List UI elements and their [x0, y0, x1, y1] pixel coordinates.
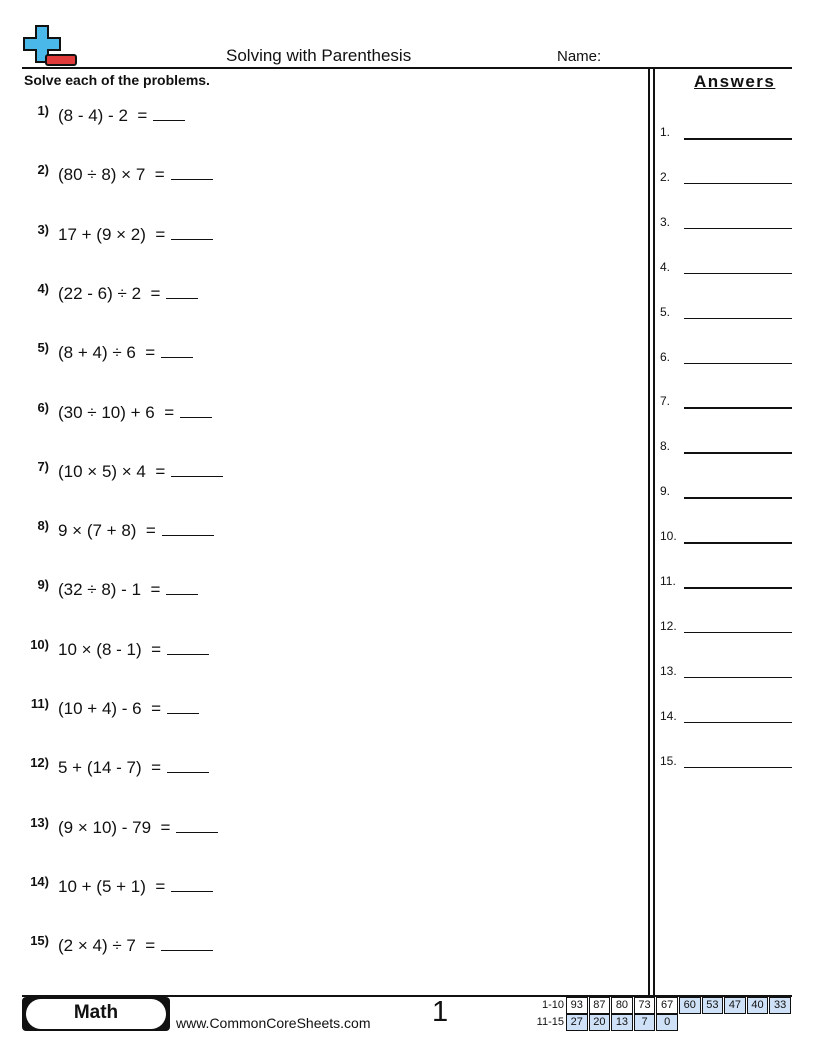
answer-line-15[interactable] — [660, 754, 792, 770]
problem-number: 14) — [30, 873, 49, 889]
answer-line-3[interactable] — [660, 215, 792, 231]
problem-expression — [58, 935, 213, 956]
logo-icon — [22, 24, 80, 68]
score-cell: 87 — [589, 997, 611, 1014]
answer-underline[interactable] — [684, 318, 792, 320]
score-cell: 80 — [611, 997, 633, 1014]
problem-expression — [58, 402, 212, 423]
problem-expression — [58, 283, 198, 304]
problem-expression — [58, 105, 185, 126]
expression-text: 9 × (7 + 8) = — [58, 521, 156, 541]
answer-label: 10. — [660, 529, 677, 544]
score-cell: 93 — [566, 997, 588, 1014]
problem-expression — [58, 224, 213, 245]
problem-number: 3) — [37, 221, 49, 237]
answer-underline[interactable] — [684, 228, 792, 230]
answer-underline[interactable] — [684, 273, 792, 275]
problem-expression — [58, 817, 218, 838]
answer-underline[interactable] — [684, 183, 792, 185]
answer-line-14[interactable] — [660, 709, 792, 725]
answer-line-2[interactable] — [660, 170, 792, 186]
answer-line-11[interactable] — [660, 574, 792, 590]
answer-line-12[interactable] — [660, 619, 792, 635]
answer-line-8[interactable] — [660, 439, 792, 455]
answer-underline[interactable] — [684, 452, 792, 454]
score-cell: 13 — [611, 1014, 633, 1031]
answer-blank[interactable] — [180, 402, 212, 418]
answer-blank[interactable] — [171, 224, 213, 240]
answer-blank[interactable] — [171, 876, 213, 892]
answer-blank[interactable] — [153, 105, 185, 121]
problem-number: 13) — [30, 814, 49, 830]
expression-text: 10 × (8 - 1) = — [58, 639, 161, 659]
expression-text: 17 + (9 × 2) = — [58, 224, 166, 244]
answer-blank[interactable] — [171, 461, 223, 477]
column-divider — [653, 68, 655, 996]
expression-text: (10 + 4) - 6 = — [58, 699, 161, 718]
answer-underline[interactable] — [684, 363, 792, 365]
answer-blank[interactable] — [167, 757, 209, 773]
answer-blank[interactable] — [167, 639, 209, 655]
site-url[interactable]: www.CommonCoreSheets.com — [176, 1015, 371, 1031]
answer-blank[interactable] — [161, 342, 193, 358]
answer-blank[interactable] — [167, 698, 199, 714]
score-cell: 53 — [702, 997, 724, 1014]
answer-underline[interactable] — [684, 722, 792, 724]
score-cell: 33 — [769, 997, 791, 1014]
answer-blank[interactable] — [166, 283, 198, 299]
answer-line-4[interactable] — [660, 260, 792, 276]
problem-number: 6) — [37, 399, 49, 415]
expression-text: (10 × 5) × 4 = — [58, 461, 166, 481]
problem-expression — [58, 876, 213, 897]
score-cell: 40 — [747, 997, 769, 1014]
answer-underline[interactable] — [684, 677, 792, 679]
problem-expression — [58, 639, 209, 660]
problem-number: 9) — [37, 577, 49, 593]
problem-number: 11) — [30, 696, 49, 711]
answer-blank[interactable] — [176, 817, 218, 833]
answer-label: 9. — [660, 484, 671, 499]
answer-line-13[interactable] — [660, 664, 792, 680]
problem-number: 2) — [37, 162, 49, 178]
answer-line-9[interactable] — [660, 484, 792, 500]
problem-number: 4) — [37, 280, 49, 296]
problem-expression — [58, 579, 198, 600]
answer-blank[interactable] — [166, 579, 198, 595]
problem-number: 15) — [30, 933, 49, 949]
answer-line-1[interactable] — [660, 125, 792, 141]
expression-text: 5 + (14 - 7) = — [58, 758, 161, 778]
column-divider — [648, 68, 650, 996]
answer-line-5[interactable] — [660, 305, 792, 321]
page-number: 1 — [432, 996, 449, 1028]
answer-line-6[interactable] — [660, 350, 792, 366]
answer-underline[interactable] — [684, 138, 792, 140]
worksheet-title: Solving with Parenthesis — [226, 46, 412, 65]
answer-underline[interactable] — [684, 497, 792, 499]
problem-expression — [58, 461, 223, 482]
answer-blank[interactable] — [171, 164, 213, 180]
answer-line-7[interactable] — [660, 394, 792, 410]
instructions: Solve each of the problems. — [24, 72, 210, 88]
answer-label: 6. — [660, 349, 671, 364]
answer-underline[interactable] — [684, 587, 792, 589]
expression-text: 10 + (5 + 1) = — [58, 876, 166, 896]
answer-label: 15. — [660, 753, 677, 768]
score-cell: 60 — [679, 997, 701, 1014]
expression-text: (22 - 6) ÷ 2 = — [58, 283, 161, 303]
expression-text: (8 + 4) ÷ 6 = — [58, 343, 156, 363]
answers-title: Answers — [694, 72, 776, 91]
answer-underline[interactable] — [684, 632, 792, 634]
score-cell: 73 — [634, 997, 656, 1014]
name-label: Name: — [557, 48, 602, 65]
answer-line-10[interactable] — [660, 529, 792, 545]
problem-number: 8) — [37, 518, 49, 534]
answer-label: 8. — [660, 439, 671, 454]
problem-expression — [58, 757, 209, 778]
answer-label: 5. — [660, 304, 671, 319]
score-cell: 67 — [656, 997, 678, 1014]
answer-label: 11. — [660, 574, 676, 588]
score-row-label: 1-10 — [541, 999, 564, 1011]
expression-text: (8 - 4) - 2 = — [58, 106, 148, 125]
expression-text: (80 ÷ 8) × 7 = — [58, 165, 165, 185]
problem-expression — [58, 698, 199, 719]
answer-label: 1. — [660, 125, 671, 139]
answer-label: 14. — [660, 708, 677, 723]
answer-underline[interactable] — [684, 407, 792, 409]
score-cell: 7 — [634, 1014, 656, 1031]
answer-label: 12. — [660, 618, 677, 633]
score-cell: 0 — [656, 1014, 678, 1031]
problem-expression — [58, 520, 214, 541]
problem-number: 7) — [37, 458, 49, 474]
problem-expression — [58, 164, 213, 185]
top-rule — [22, 67, 792, 69]
expression-text: (9 × 10) - 79 = — [58, 817, 171, 837]
answer-label: 4. — [660, 259, 671, 274]
expression-text: (2 × 4) ÷ 7 = — [58, 936, 156, 956]
problem-number: 1) — [37, 103, 49, 118]
problem-number: 5) — [37, 340, 49, 356]
expression-text: (30 ÷ 10) + 6 = — [58, 402, 175, 422]
answer-label: 2. — [660, 169, 671, 184]
score-cell: 27 — [566, 1014, 588, 1031]
answer-blank[interactable] — [161, 935, 213, 951]
answer-label: 13. — [660, 663, 677, 678]
answer-label: 3. — [660, 214, 671, 229]
expression-text: (32 ÷ 8) - 1 = — [58, 580, 161, 600]
score-cell: 47 — [724, 997, 746, 1014]
answer-label: 7. — [660, 394, 671, 409]
subject-badge — [22, 997, 170, 1031]
problem-number: 12) — [30, 755, 49, 771]
problem-number: 10) — [30, 636, 49, 652]
score-row-label: 11-15 — [536, 1016, 564, 1028]
answer-blank[interactable] — [162, 520, 214, 536]
answer-underline[interactable] — [684, 767, 792, 769]
answer-underline[interactable] — [684, 542, 792, 544]
subject-label: Math — [73, 1002, 119, 1023]
problem-expression — [58, 342, 193, 363]
score-cell: 20 — [589, 1014, 611, 1031]
